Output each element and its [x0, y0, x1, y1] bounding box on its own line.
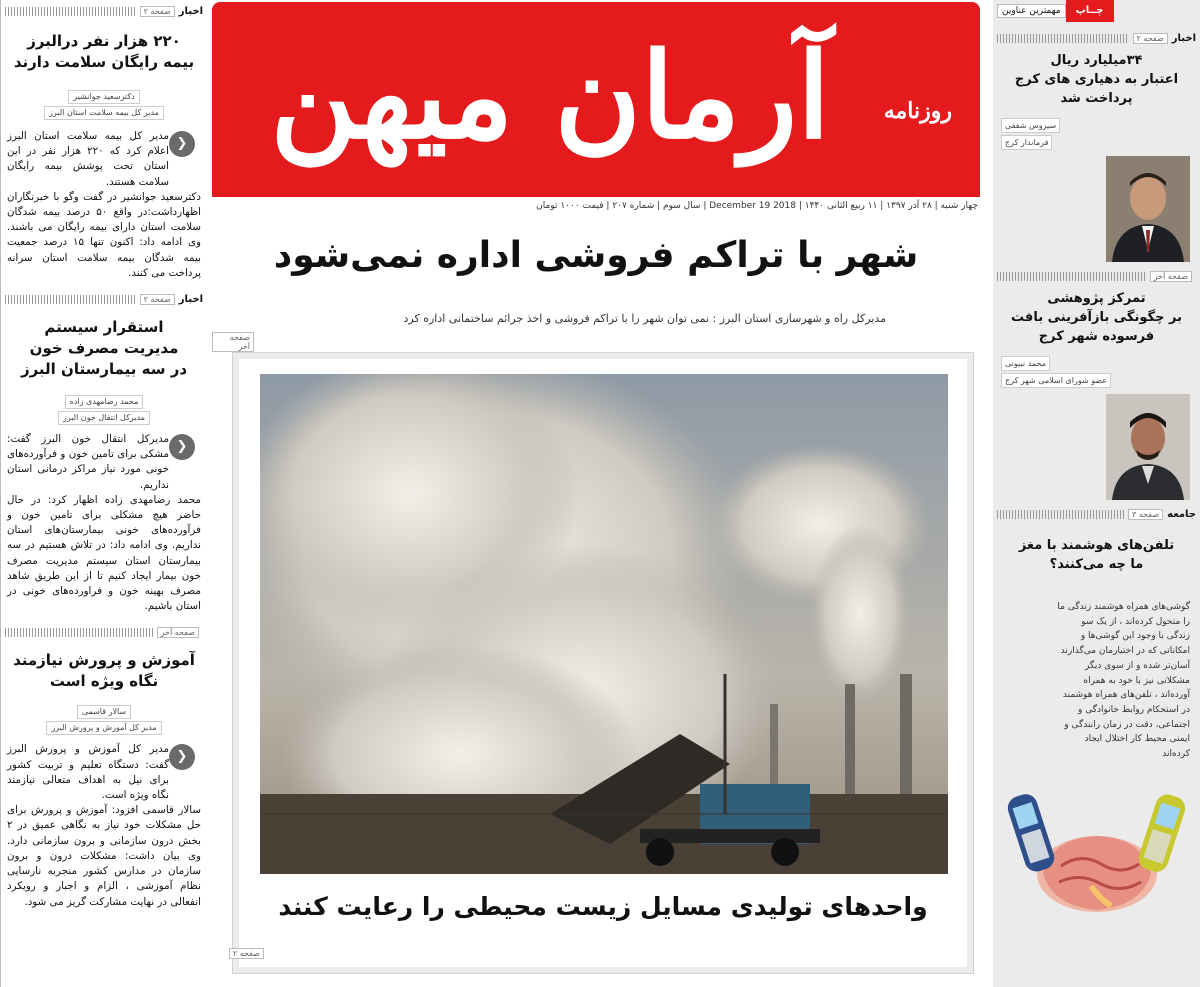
headline-line: مدیریت مصرف خون: [29, 339, 179, 358]
page-reference-tag: صفحه ۲: [229, 948, 264, 959]
smartphone-brain-illustration: [1001, 786, 1192, 916]
section-name: جامعه: [1167, 508, 1196, 520]
masthead: [212, 2, 980, 197]
author-name: محمد نبیونی: [1001, 356, 1050, 371]
smokestack-illustration: [260, 374, 948, 874]
right-article-2[interactable]: [993, 268, 1200, 500]
headline-line: استقرار سیستم: [44, 318, 164, 337]
author-name: سیروس شفقی: [1001, 118, 1060, 133]
section-hatch: [5, 295, 136, 304]
smartphone-brain-svg: [1001, 786, 1192, 916]
author-role: مدیر کل بیمه سلامت استان البرز: [44, 106, 164, 120]
author-role: عضو شورای اسلامی شهر کرج: [1001, 373, 1111, 388]
byline: [1, 89, 207, 121]
lead-paragraph: [1, 742, 207, 803]
left-news-column: [0, 0, 207, 987]
left-article-3[interactable]: [1, 624, 207, 909]
headline-line: بیمه رایگان سلامت دارند: [13, 53, 195, 71]
section-hatch: [5, 7, 136, 16]
article-headline[interactable]: [1, 29, 207, 75]
author-role: مدیرکل انتقال خون البرز: [58, 411, 150, 425]
smokestack-photo[interactable]: [260, 374, 948, 874]
author-name: سالار قاسمی: [77, 705, 131, 719]
byline: [993, 354, 1200, 388]
section-bar: [997, 268, 1196, 284]
headline-line: تلفن‌های هوشمند با مغز: [1018, 538, 1175, 553]
print-tab[interactable]: چــاپ: [1066, 0, 1114, 22]
portrait-illustration: [1106, 156, 1190, 262]
headline-line: تمرکز پژوهشی: [1047, 291, 1146, 306]
author-role: فرماندار کرج: [1001, 135, 1052, 150]
byline: [1, 394, 207, 426]
top-headlines-label: [993, 0, 1200, 22]
dateline: چهار شنبه | ۲۸ آذر ۱۳۹۷ | ۱۱ ربیع الثانی ۱۴۴۰ | December 19 2018 | سال سوم | شماره ۲۰۷ | قیمت ۱۰۰۰ تومان: [536, 201, 978, 211]
section-bar: [5, 291, 203, 307]
main-headline[interactable]: شهر با تراکم فروشی اداره نمی‌شود: [273, 235, 919, 276]
headline-line: آموزش و پرورش نیازمند: [13, 651, 195, 670]
section-hatch: [997, 34, 1129, 43]
lead-paragraph: [1, 432, 207, 493]
byline: [993, 116, 1200, 150]
portrait-illustration: [1106, 394, 1190, 500]
section-hatch: [5, 628, 153, 637]
article-headline[interactable]: [993, 287, 1200, 348]
section-page: صفحه آخر: [1150, 271, 1192, 282]
byline: [1, 704, 207, 736]
headline-line: در سه بیمارستان البرز: [20, 360, 188, 379]
section-name: اخبار: [1171, 32, 1196, 44]
headline-line: فرسوده شهر کرج: [1038, 329, 1155, 344]
article-headline[interactable]: [993, 534, 1200, 576]
chevron-left-icon: ❮: [169, 434, 195, 460]
headline-line: نگاه ویژه است: [49, 672, 159, 691]
section-bar: [5, 624, 203, 640]
section-bar: [5, 3, 203, 19]
author-name: دکترسعید جوانشیر: [68, 90, 139, 104]
left-article-1[interactable]: [1, 3, 207, 281]
article-headline[interactable]: [1, 315, 207, 382]
newspaper-logo: آرمان میهن: [270, 26, 830, 165]
headline-line: پرداخت شد: [1060, 91, 1133, 106]
headline-line: ۳۴میلیارد ریال: [1050, 53, 1143, 68]
lead-text: مدیر کل بیمه سلامت استان البرز اعلام کرد که ۲۲۰ هزار نفر در این استان تحت پوشش بیمه رایگان سلامت هستند.: [7, 130, 169, 188]
lead-text: مدیر کل آموزش و پرورش البرز گفت: دستگاه تعلیم و تربیت کشور برای نیل به اهداف متعالی نیازمند نگاه ویژه است.: [7, 743, 169, 802]
portrait-photo: [1106, 156, 1190, 262]
lead-paragraph: [1, 129, 207, 190]
section-bar: [997, 506, 1196, 522]
newspaper-logo-subtitle: روزنامه: [883, 98, 952, 124]
chevron-left-icon: ❮: [169, 744, 195, 770]
portrait-photo: [1106, 394, 1190, 500]
photo-caption[interactable]: واحدهای تولیدی مسایل زیست محیطی را رعایت کنند: [278, 892, 928, 921]
right-article-3[interactable]: [993, 506, 1200, 916]
section-page: صفحه ۲: [140, 294, 175, 305]
section-page: صفحه ۲: [1133, 33, 1168, 44]
front-page-center: [212, 0, 990, 987]
page-reference-tag: صفحه آخر: [212, 332, 254, 352]
section-page: صفحه ۳: [1128, 509, 1163, 520]
section-bar: [997, 30, 1196, 46]
headline-line: ما چه می‌کنند؟: [1049, 557, 1144, 572]
lead-text: مدیرکل انتقال خون البرز گفت: مشکی برای تامین خون و فرآورده‌های خونی مورد نیاز مراکز درمانی استان نداریم.: [7, 433, 169, 491]
section-page: صفحه ۲: [140, 6, 175, 17]
headline-line: ۲۲۰ هزار نفر درالبرز: [27, 32, 181, 50]
headline-line: بر چگونگی بازآفرینی بافت: [1011, 310, 1182, 325]
body-text: گوشی‌های همراه هوشمند زندگی ما را متحول کرده‌اند ، از یک سو زندگی با وجود این گوشی‌ها و امکاناتی که در اختیارمان می‌گذارند آسان‌تر شده و از سوی دیگر مشکلاتی نیز با خود به همراه آورده‌اند ، تلفن‌های همراه هوشمند در استحکام روابط خانوادگی و اجتماعی، دقت در زمان رانندگی و ایمنی محیط کار اختلال ایجاد کرده‌اند: [1057, 602, 1190, 760]
right-article-1[interactable]: [993, 30, 1200, 262]
top-headlines-title: مهمترین عناوین: [997, 4, 1066, 18]
author-role: مدیر کل آموزش و پرورش البرز: [46, 721, 161, 735]
section-name: اخبار: [178, 293, 203, 305]
headline-line: اعتبار به دهیاری های کرج: [1014, 72, 1179, 87]
article-headline[interactable]: [993, 49, 1200, 110]
section-page: صفحه آخر: [157, 627, 199, 638]
body-text: محمد رضامهدی زاده اظهار کرد: در حال حاضر هیچ مشکلی برای تامین خون و فرآورده‌های خونی بیمارستان‌های استان نداریم. وی ادامه داد: در تلاش هستیم در سه بیمارستان استان سیستم مدیریت مصرف خون بیمار ایجاد کنیم تا از این طریق شاهد مصرف بهینه خون و فراورده‌های خونی در استان باشیم.: [7, 493, 201, 613]
right-news-column: [993, 0, 1200, 987]
body-text: سالار قاسمی افزود: آموزش و پرورش برای حل مشکلات خود نیاز به نگاهی عمیق در ۲ بخش درون سازمانی و برون سازمانی دارد. وی بیان داشت: مشکلات درون و برون سازمان در مدارس کشور منجربه نارسایی نظام آموزشی ، الزام و اجبار و رویکرد انفعالی در نهایت مشارکت گریز می شود.: [7, 804, 201, 908]
author-name: محمد رضامهدی زاده: [65, 395, 144, 409]
body-text: دکترسعید جوانشیر در گفت وگو با خبرنگاران اظهارداشت:در واقع ۵۰ درصد بیمه شدگان سلامت استان دارای بیمه رایگان می باشند. وی ادامه داد: اکنون تنها ۱۵ درصد جمعیت بیمه شدگان بیمه سلامت استان سرانه پرداخت می کنند.: [7, 190, 202, 279]
section-hatch: [997, 510, 1124, 519]
chevron-left-icon: ❮: [169, 131, 195, 157]
article-headline[interactable]: [1, 648, 207, 694]
section-name: اخبار: [178, 5, 203, 17]
section-hatch: [997, 272, 1146, 281]
main-subhead: مدیرکل راه و شهرسازی استان البرز : نمی توان شهر را با تراکم فروشی و اخذ جرائم ساختمانی اداره کرد: [403, 312, 886, 325]
left-article-2[interactable]: [1, 291, 207, 614]
